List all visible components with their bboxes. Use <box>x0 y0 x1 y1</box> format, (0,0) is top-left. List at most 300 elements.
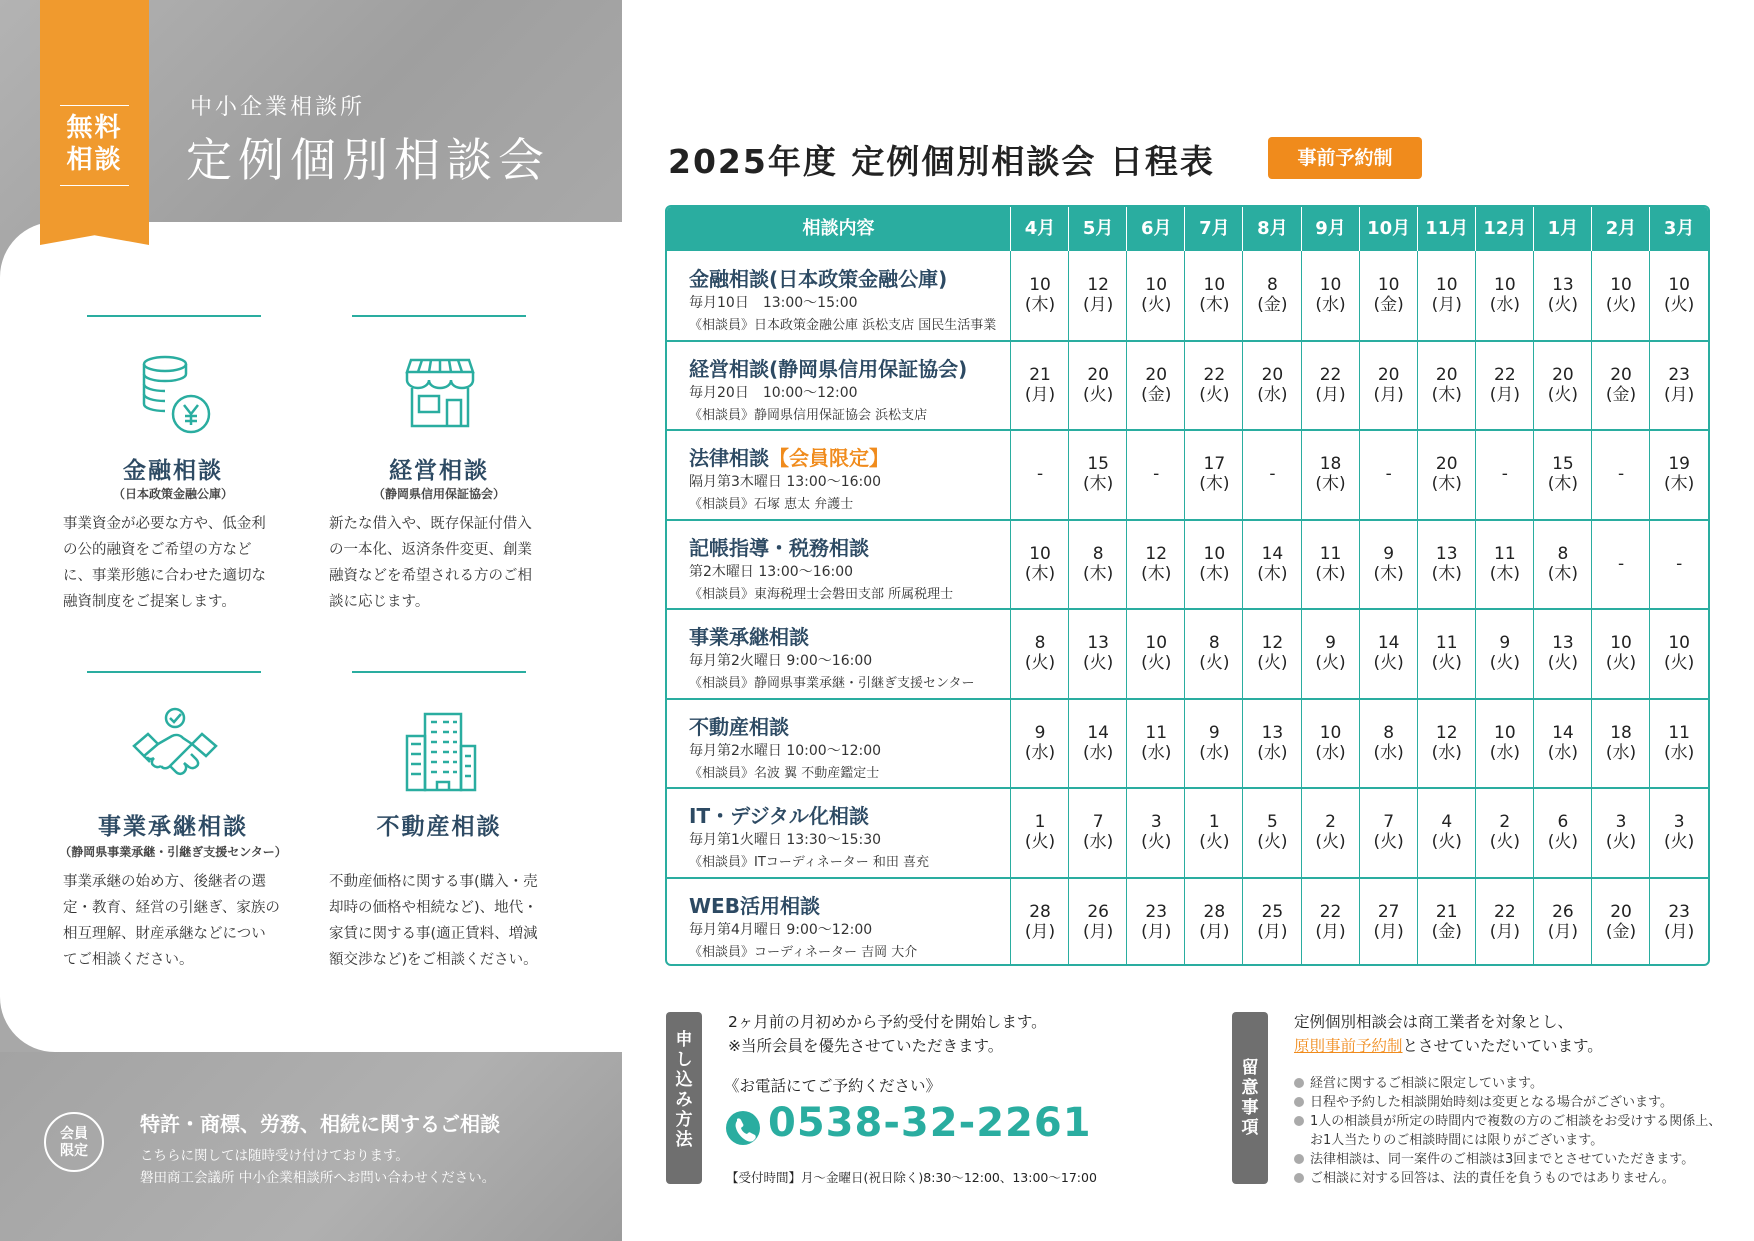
date-day: 2 <box>1325 812 1336 832</box>
date-weekday: (火) <box>1431 832 1462 852</box>
date-weekday: (火) <box>1141 653 1172 673</box>
date-weekday: (月) <box>1315 384 1346 405</box>
consultation-name <box>689 263 947 292</box>
consultation-name <box>689 711 789 740</box>
schedule-date-cell <box>1127 812 1185 852</box>
consultation-time: 毎月第1火曜日 13:30～15:30 <box>689 832 882 848</box>
service-description-line: 家賃に関する事(適正賃料、増減 <box>329 926 538 942</box>
event-title: 定例個別相談会 <box>186 133 550 187</box>
date-weekday: (火) <box>1664 295 1695 315</box>
date-weekday: (月) <box>1489 921 1520 942</box>
date-weekday: (火) <box>1199 384 1230 405</box>
storefront-icon <box>395 352 485 442</box>
date-day: 10 <box>1203 275 1226 295</box>
date-weekday: (金) <box>1257 295 1288 315</box>
date-day: 26 <box>1552 901 1574 922</box>
schedule-date-cell <box>1243 633 1301 673</box>
date-day: 10 <box>1610 633 1632 653</box>
schedule-date-cell <box>1650 723 1708 763</box>
date-weekday: (木) <box>1431 474 1462 494</box>
notes-line-2 <box>1294 1034 1603 1056</box>
date-day: 11 <box>1435 633 1458 653</box>
schedule-date-cell <box>1418 454 1476 494</box>
schedule-date-cell <box>1011 464 1069 484</box>
schedule-date-cell <box>1302 723 1360 763</box>
service-description-line: 談に応じます。 <box>329 594 430 610</box>
date-weekday: (水) <box>1605 742 1637 763</box>
date-day: 3 <box>1615 812 1627 832</box>
date-weekday: (水) <box>1315 295 1346 315</box>
table-row <box>667 430 1708 519</box>
vertical-tab-char: し <box>675 1050 693 1070</box>
schedule-date-cell <box>1127 275 1185 315</box>
notes-bullet-text: お1人当たりのご相談時間には限りがございます。 <box>1310 1133 1604 1148</box>
date-day: 1 <box>1034 812 1046 832</box>
date-day: 10 <box>1668 275 1690 295</box>
schedule-date-cell <box>1185 275 1243 315</box>
date-day: 20 <box>1435 364 1458 385</box>
date-weekday: (水) <box>1257 742 1288 763</box>
date-day: 12 <box>1261 633 1284 653</box>
schedule-date-cell <box>1360 275 1418 315</box>
schedule-date-cell <box>1069 454 1127 494</box>
schedule-date-cell <box>1302 812 1360 852</box>
schedule-date-cell <box>1476 275 1534 315</box>
consultation-staff: 《相談員》名波 翼 不動産鑑定士 <box>689 765 880 781</box>
date-weekday: (火) <box>1373 832 1404 852</box>
service-description-line: 融資制度をご提案します。 <box>63 594 236 610</box>
header-month: 2月 <box>1605 218 1637 239</box>
schedule-date-cell <box>1069 812 1127 852</box>
date-day: 8 <box>1208 633 1220 653</box>
service-divider <box>352 315 526 317</box>
date-day: 5 <box>1267 812 1278 832</box>
date-day: - <box>1153 464 1160 484</box>
schedule-date-cell <box>1011 633 1069 673</box>
schedule-date-cell <box>1534 275 1592 315</box>
date-day: 20 <box>1552 364 1574 385</box>
date-weekday: (木) <box>1024 295 1056 315</box>
date-weekday: (月) <box>1257 921 1288 942</box>
header-month: 12月 <box>1483 218 1527 239</box>
date-day: 9 <box>1034 722 1046 743</box>
header-month: 3月 <box>1663 218 1695 239</box>
service-description-line: 事業資金が必要な方や、低金利 <box>63 516 266 532</box>
header-month: 7月 <box>1199 218 1230 239</box>
date-day: 19 <box>1668 454 1690 474</box>
service-description-line: 不動産価格に関する事(購入・売 <box>329 874 538 890</box>
consultation-name-text: 不動産相談 <box>689 714 789 739</box>
service-description-line: 定・教育、経営の引継ぎ、家族の <box>63 900 280 916</box>
schedule-date-cell <box>1185 723 1243 763</box>
date-weekday: (木) <box>1083 563 1114 584</box>
phone-icon <box>726 1111 760 1145</box>
date-day: 13 <box>1435 543 1458 564</box>
schedule-date-cell <box>1534 454 1592 494</box>
bullet-dot-icon <box>1294 1097 1304 1107</box>
date-day: - <box>1617 464 1625 484</box>
table-row <box>667 788 1708 877</box>
date-weekday: (火) <box>1024 832 1056 852</box>
date-day: 9 <box>1208 722 1220 743</box>
consultation-name <box>689 442 889 471</box>
table-row <box>667 609 1708 698</box>
date-day: 10 <box>1610 275 1632 295</box>
date-day: 10 <box>1319 275 1342 295</box>
date-weekday: (水) <box>1373 742 1404 763</box>
date-day: - <box>1269 464 1276 484</box>
schedule-date-cell <box>1476 633 1534 673</box>
schedule-date-cell <box>1069 633 1127 673</box>
schedule-date-cell <box>1360 723 1418 763</box>
schedule-date-cell <box>1185 812 1243 852</box>
schedule-date-cell <box>1127 723 1185 763</box>
vertical-tab-char: 項 <box>1241 1118 1259 1138</box>
date-weekday: (金) <box>1431 921 1462 942</box>
schedule-date-cell <box>1069 723 1127 763</box>
schedule-date-cell <box>1302 275 1360 315</box>
schedule-date-cell <box>1243 902 1301 942</box>
phone-heading: 《お電話にてご予約ください》 <box>724 1077 942 1095</box>
date-day: 3 <box>1150 812 1162 832</box>
service-description-line: 却時の価格や相続など)、地代・ <box>329 900 538 916</box>
member-only-badge <box>44 1112 104 1172</box>
service-description-line: 新たな借入や、既存保証付借入 <box>329 516 532 532</box>
header-month: 10月 <box>1367 218 1411 239</box>
schedule-date-cell <box>1476 544 1534 584</box>
date-weekday: (木) <box>1315 474 1346 494</box>
date-weekday: (月) <box>1373 384 1404 405</box>
date-weekday: (木) <box>1199 474 1230 494</box>
schedule-date-cell <box>1243 723 1301 763</box>
date-weekday: (水) <box>1547 742 1579 763</box>
service-title: 金融相談 <box>123 458 223 484</box>
schedule-date-cell <box>1243 544 1301 584</box>
date-day: 11 <box>1668 722 1690 743</box>
vertical-tab-char: み <box>675 1090 693 1110</box>
date-day: 27 <box>1377 901 1400 922</box>
date-weekday: (水) <box>1199 742 1230 763</box>
service-description <box>329 869 551 973</box>
schedule-date-cell <box>1011 544 1069 584</box>
date-weekday: (月) <box>1024 384 1056 405</box>
prior-reservation-link[interactable]: 原則事前予約制 <box>1294 1037 1403 1055</box>
vertical-tab-char: 法 <box>675 1130 693 1150</box>
date-day: 14 <box>1552 722 1574 743</box>
consultation-name-text: WEB活用相談 <box>689 893 820 918</box>
date-day: 23 <box>1668 364 1690 385</box>
schedule-date-cell <box>1650 812 1708 852</box>
vertical-tab-char: 留 <box>1241 1058 1259 1078</box>
phone-number-link[interactable]: 0538-32-2261 <box>768 1100 1092 1146</box>
left-panel <box>0 0 622 1241</box>
date-day: 13 <box>1261 722 1284 743</box>
date-weekday: (木) <box>1547 563 1579 584</box>
schedule-date-cell <box>1418 812 1476 852</box>
vertical-tab-char: 方 <box>675 1110 693 1130</box>
schedule-date-cell <box>1069 275 1127 315</box>
ribbon-divider-bottom <box>60 185 129 186</box>
consultation-time: 第2木曜日 13:00～16:00 <box>689 563 854 580</box>
date-weekday: (月) <box>1664 384 1695 405</box>
consultation-time: 隔月第3木曜日 13:00～16:00 <box>689 474 882 490</box>
schedule-date-cell <box>1011 723 1069 763</box>
table-row <box>667 341 1708 430</box>
date-weekday: (木) <box>1431 384 1462 405</box>
date-day: 10 <box>1145 633 1168 653</box>
date-day: 7 <box>1383 812 1395 832</box>
consultation-staff: 《相談員》静岡県信用保証協会 浜松支店 <box>689 407 928 423</box>
header-month: 6月 <box>1140 218 1172 239</box>
date-weekday: (火) <box>1315 653 1346 673</box>
date-day: 14 <box>1087 722 1109 743</box>
schedule-date-cell <box>1650 454 1708 494</box>
schedule-date-cell <box>1243 812 1301 852</box>
date-day: 21 <box>1435 901 1458 922</box>
date-weekday: (木) <box>1664 474 1695 494</box>
apply-method-tab <box>666 1012 702 1184</box>
date-weekday: (火) <box>1257 832 1288 852</box>
schedule-date-cell <box>1650 275 1708 315</box>
date-day: 15 <box>1087 454 1109 474</box>
schedule-date-cell <box>1069 902 1127 942</box>
consultation-staff: 《相談員》石塚 恵太 弁護士 <box>689 497 854 512</box>
schedule-date-cell <box>1592 812 1650 852</box>
schedule-date-cell <box>1592 902 1650 942</box>
service-description-line: 事業承継の始め方、後継者の選 <box>63 874 266 890</box>
schedule-date-cell <box>1243 275 1301 315</box>
date-day: 13 <box>1552 275 1574 295</box>
schedule-date-cell <box>1418 544 1476 584</box>
date-weekday: (火) <box>1083 653 1114 673</box>
date-day: 22 <box>1494 901 1516 922</box>
header-consultation: 相談内容 <box>802 218 875 239</box>
bullet-dot-icon <box>1294 1173 1304 1183</box>
date-weekday: (木) <box>1547 474 1579 494</box>
schedule-date-cell <box>1534 633 1592 673</box>
date-weekday: (水) <box>1315 742 1346 763</box>
header-month: 4月 <box>1024 218 1056 239</box>
date-weekday: (火) <box>1489 832 1520 852</box>
consultation-time: 毎月第2火曜日 9:00～16:00 <box>689 653 873 669</box>
date-weekday: (火) <box>1547 653 1579 673</box>
schedule-title: 2025年度 定例個別相談会 日程表 <box>668 142 1215 181</box>
date-weekday: (火) <box>1141 295 1172 315</box>
date-weekday: (火) <box>1431 653 1462 673</box>
schedule-date-cell <box>1592 275 1650 315</box>
date-day: 9 <box>1383 543 1395 564</box>
consultation-name-text: 金融相談(日本政策金融公庫) <box>689 267 948 291</box>
schedule-date-cell <box>1650 365 1708 405</box>
notes-bullet-text: 経営に関するご相談に限定しています。 <box>1310 1076 1543 1091</box>
consultation-time: 毎月第2水曜日 10:00～12:00 <box>689 742 882 759</box>
date-day: 13 <box>1552 633 1574 653</box>
notes-bullet-text: 法律相談は、同一案件のご相談は3回までとさせていただきます。 <box>1310 1152 1695 1167</box>
ribbon-line-1: 無料 <box>66 113 123 143</box>
member-note-2: 磐田商工会議所 中小企業相談所へお問い合わせください。 <box>140 1170 496 1186</box>
date-day: 12 <box>1087 275 1109 295</box>
schedule-date-cell <box>1534 812 1592 852</box>
vertical-tab-char: 込 <box>675 1070 693 1090</box>
date-day: 12 <box>1435 722 1458 743</box>
schedule-date-cell <box>1360 464 1418 484</box>
date-day: 14 <box>1377 633 1400 653</box>
bullet-dot-icon <box>1294 1078 1304 1088</box>
date-weekday: (木) <box>1489 563 1520 584</box>
date-day: 4 <box>1441 812 1453 832</box>
schedule-date-cell <box>1302 544 1360 584</box>
date-weekday: (火) <box>1315 832 1346 852</box>
consultation-staff: 《相談員》東海税理士会磐田支部 所属税理士 <box>689 586 954 602</box>
date-weekday: (木) <box>1315 563 1346 584</box>
schedule-date-cell <box>1127 633 1185 673</box>
date-day: 12 <box>1145 543 1168 564</box>
date-day: - <box>1036 464 1044 484</box>
consultation-name-text: 事業承継相談 <box>689 625 809 649</box>
date-weekday: (火) <box>1024 653 1056 673</box>
date-weekday: (木) <box>1024 563 1056 584</box>
ribbon-divider-top <box>60 105 129 106</box>
date-day: 10 <box>1145 275 1168 295</box>
notes-bullet <box>1294 1091 1673 1110</box>
date-weekday: (火) <box>1199 832 1230 852</box>
schedule-date-cell <box>1534 544 1592 584</box>
consultation-staff: 《相談員》日本政策金融公庫 浜松支店 国民生活事業 <box>689 318 997 333</box>
service-divider <box>352 671 526 673</box>
date-weekday: (月) <box>1547 921 1579 942</box>
schedule-date-cell <box>1360 544 1418 584</box>
date-weekday: (金) <box>1141 384 1172 405</box>
date-weekday: (水) <box>1083 832 1114 852</box>
notes-bullet <box>1294 1072 1543 1091</box>
date-day: 11 <box>1145 722 1168 743</box>
apply-method-tab-label <box>666 1030 702 1150</box>
date-weekday: (木) <box>1083 474 1114 494</box>
date-day: 25 <box>1261 901 1284 922</box>
schedule-date-cell <box>1592 365 1650 405</box>
date-day: 13 <box>1087 633 1109 653</box>
date-weekday: (火) <box>1257 653 1288 673</box>
service-description-line: の公的融資をご希望の方など <box>63 542 252 558</box>
header-month: 1月 <box>1547 218 1579 239</box>
date-day: 8 <box>1557 543 1569 564</box>
schedule-date-cell <box>1185 365 1243 405</box>
date-weekday: (月) <box>1373 921 1404 942</box>
date-weekday: (火) <box>1141 832 1172 852</box>
schedule-date-cell <box>1650 633 1708 673</box>
date-day: 20 <box>1377 364 1400 385</box>
date-day: 10 <box>1319 722 1342 743</box>
member-consultation-title: 特許・商標、労務、相続に関するご相談 <box>140 1112 500 1136</box>
service-subtitle: （日本政策金融公庫） <box>112 487 233 501</box>
date-day: 8 <box>1092 543 1104 564</box>
schedule-date-cell <box>1127 464 1185 484</box>
date-day: 9 <box>1499 633 1511 653</box>
date-day: 10 <box>1029 275 1051 295</box>
schedule-date-cell <box>1302 365 1360 405</box>
date-weekday: (月) <box>1024 921 1056 942</box>
notes-bullet <box>1294 1148 1694 1167</box>
date-day: 23 <box>1668 901 1690 922</box>
org-name: 中小企業相談所 <box>190 95 366 120</box>
date-day: 28 <box>1029 901 1051 922</box>
date-weekday: (水) <box>1489 295 1520 315</box>
date-day: 3 <box>1673 812 1685 832</box>
vertical-tab-char: 意 <box>1241 1078 1259 1098</box>
member-badge-line-2: 限定 <box>60 1143 88 1159</box>
table-row <box>667 251 1708 340</box>
date-day: 10 <box>1494 722 1516 743</box>
date-weekday: (火) <box>1489 653 1520 673</box>
bullet-dot-icon <box>1294 1116 1304 1126</box>
date-day: - <box>1501 464 1508 484</box>
schedule-date-cell <box>1243 464 1301 484</box>
schedule-date-cell <box>1476 464 1534 484</box>
member-badge-line-1: 会員 <box>60 1126 88 1142</box>
schedule-date-cell <box>1592 464 1650 484</box>
consultation-name-text: 法律相談 <box>689 446 769 470</box>
consultation-name <box>689 890 820 919</box>
service-description-line: の一本化、返済条件変更、創業 <box>329 542 532 558</box>
schedule-date-cell <box>1650 902 1708 942</box>
member-note-1: こちらに関しては随時受け付けております。 <box>140 1148 409 1164</box>
schedule-date-cell <box>1592 554 1650 574</box>
schedule-date-cell <box>1360 365 1418 405</box>
date-day: 8 <box>1267 275 1278 295</box>
table-row <box>667 520 1708 609</box>
consultation-time: 毎月第4月曜日 9:00～12:00 <box>689 921 873 938</box>
date-weekday: (水) <box>1489 742 1520 763</box>
consultation-time: 毎月10日 13:00～15:00 <box>689 295 858 311</box>
date-weekday: (金) <box>1605 384 1637 405</box>
consultation-name <box>689 532 869 561</box>
consultation-time: 毎月20日 10:00～12:00 <box>689 384 858 401</box>
schedule-date-cell <box>1360 902 1418 942</box>
consultation-staff: 《相談員》静岡県事業承継・引継ぎ支援センター <box>689 676 975 691</box>
date-weekday: (月) <box>1083 295 1114 315</box>
date-weekday: (金) <box>1373 295 1404 315</box>
schedule-date-cell <box>1127 544 1185 584</box>
date-day: - <box>1385 464 1392 484</box>
service-title: 事業承継相談 <box>98 814 248 840</box>
schedule-date-cell <box>1476 812 1534 852</box>
schedule-date-cell <box>1418 723 1476 763</box>
date-day: 7 <box>1092 812 1104 832</box>
date-weekday: (火) <box>1664 653 1695 673</box>
date-day: 8 <box>1383 722 1395 743</box>
date-weekday: (水) <box>1257 384 1288 405</box>
date-weekday: (木) <box>1431 563 1462 584</box>
date-weekday: (火) <box>1547 384 1579 405</box>
schedule-date-cell <box>1476 902 1534 942</box>
date-weekday: (木) <box>1199 295 1230 315</box>
consultation-staff: 《相談員》コーディネーター 吉岡 大介 <box>689 944 918 960</box>
date-day: 18 <box>1319 454 1342 474</box>
date-day: 23 <box>1145 901 1168 922</box>
date-weekday: (火) <box>1199 653 1230 673</box>
date-day: 20 <box>1610 364 1632 385</box>
date-weekday: (火) <box>1547 832 1579 852</box>
schedule-date-cell <box>1185 544 1243 584</box>
ribbon-text <box>60 112 129 176</box>
table-row <box>667 878 1708 967</box>
date-weekday: (月) <box>1489 384 1520 405</box>
date-weekday: (火) <box>1605 832 1637 852</box>
date-day: 21 <box>1029 364 1051 385</box>
notes-bullet-text: 日程や予約した相談開始時刻は変更となる場合がございます。 <box>1310 1095 1673 1110</box>
notes-bullet-continued <box>1310 1129 1603 1148</box>
header-month: 8月 <box>1257 218 1288 239</box>
